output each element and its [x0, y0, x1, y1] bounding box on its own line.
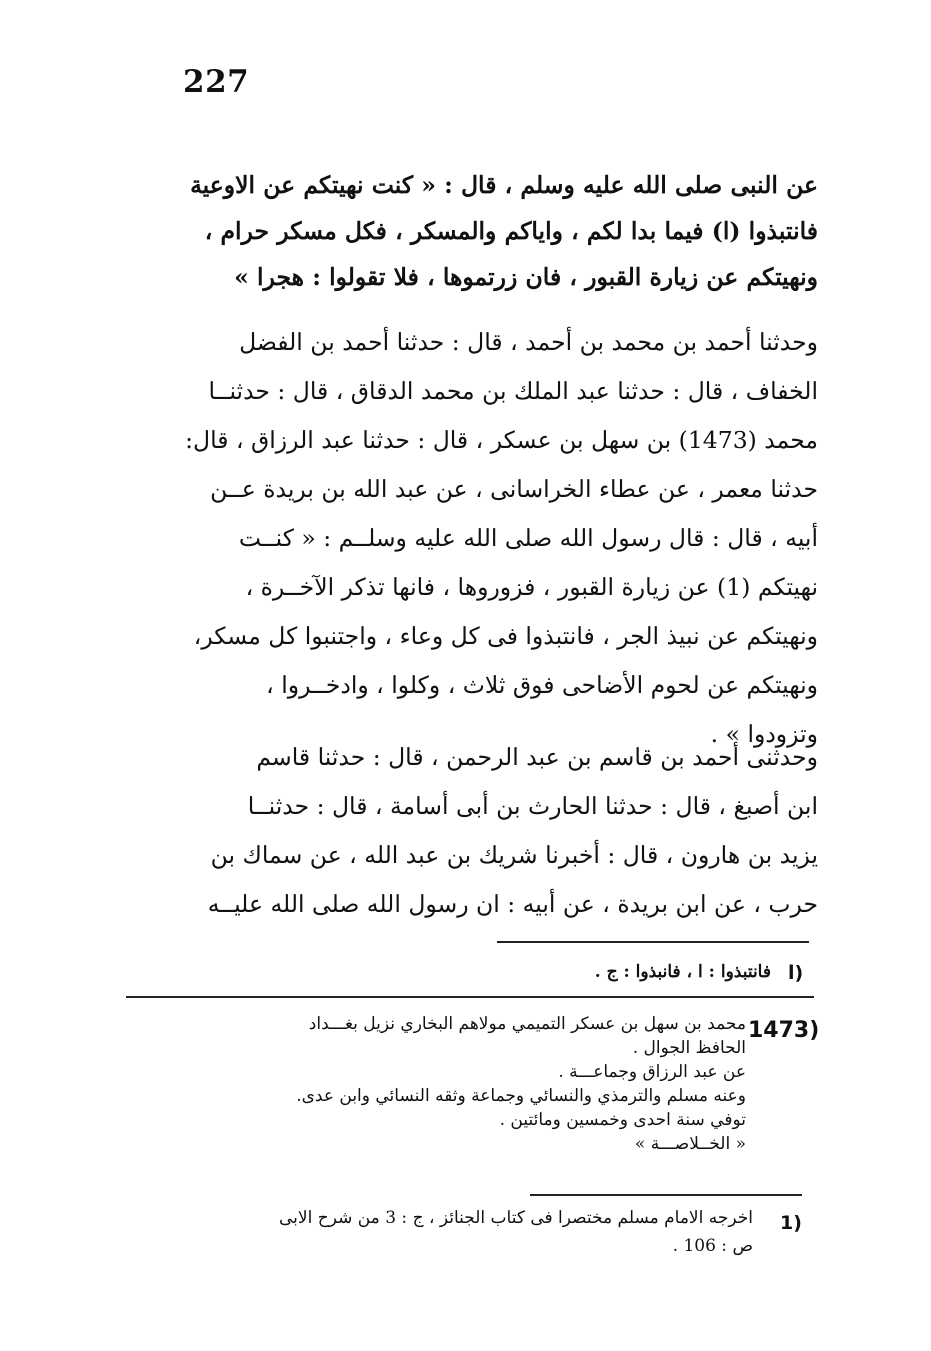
- footnote-biography: [66, 1012, 746, 1156]
- footnote-line: الحافظ الجوال .: [632, 1038, 746, 1058]
- text-line: نهيتكم (1) عن زيارة القبور ، فزوروها ، فانها تذكر الآخــرة ،: [245, 573, 818, 601]
- footnote-separator: [530, 1194, 802, 1196]
- footnote-1: [595, 960, 771, 984]
- text-line: حرب ، عن ابن بريدة ، عن أبيه : ان رسول الله صلى الله عليــه: [207, 890, 818, 918]
- text-line: الخفاف ، قال : حدثنا عبد الملك بن محمد الدقاق ، قال : حدثنــا: [208, 377, 818, 405]
- page-number: 227: [183, 64, 250, 100]
- footnote-marker: ا): [788, 962, 804, 984]
- footnote-line: « الخــلاصـــة »: [634, 1134, 746, 1154]
- text-line: ونهيتكم عن لحوم الأضاحى فوق ثلاث ، وكلوا ، وادخــروا ،: [266, 671, 818, 699]
- footnote-line: توفي سنة احدى وخمسين ومائتين .: [499, 1110, 746, 1130]
- text-line: ونهيتكم عن نبيذ الجر ، فانتبذوا فى كل وعاء ، واجتنبوا كل مسكر،: [193, 622, 818, 650]
- text-line: محمد (1473) بن سهل بن عسكر ، قال : حدثنا عبد الرزاق ، قال:: [185, 426, 818, 454]
- paragraph-1: [150, 162, 818, 300]
- footnote-line: محمد بن سهل بن عسكر التميمي مولاهم البخاري نزيل بغـــداد: [308, 1014, 746, 1034]
- text-line: أبيه ، قال : قال رسول الله صلى الله عليه وسلــم : « كنــت: [238, 524, 818, 552]
- footnote-line: وعنه مسلم والترمذي والنسائي وجماعة وثقه النسائي وابن عدى.: [296, 1086, 746, 1106]
- text-line: حدثنا معمر ، عن عطاء الخراسانى ، عن عبد الله بن بريدة عــن: [210, 475, 818, 503]
- footnote-separator: [497, 941, 809, 943]
- paragraph-2: [150, 318, 818, 759]
- text-line: ونهيتكم عن زيارة القبور ، فان زرتموها ، فلا تقولوا : هجرا »: [234, 263, 818, 291]
- footnote-marker: 1): [780, 1212, 802, 1234]
- paragraph-3: [150, 733, 818, 929]
- footnote-marker: 1473): [748, 1018, 820, 1043]
- footnote-line: عن عبد الرزاق وجماعـــة .: [558, 1062, 746, 1082]
- text-line: فانتبذوا (ا) فيما بدا لكم ، واياكم والمسكر ، فكل مسكر حرام ،: [204, 217, 818, 245]
- text-line: ابن أصبغ ، قال : حدثنا الحارث بن أبى أسامة ، قال : حدثنــا: [247, 792, 818, 820]
- text-line: وحدثنى أحمد بن قاسم بن عبد الرحمن ، قال : حدثنا قاسم: [256, 743, 818, 771]
- text-line: يزيد بن هارون ، قال : أخبرنا شريك بن عبد الله ، عن سماك بن: [210, 841, 818, 869]
- footnote-separator: [126, 996, 814, 998]
- footnote-line: ص : 106 .: [672, 1236, 753, 1256]
- footnote-line: اخرجه الامام مسلم مختصرا فى كتاب الجنائز ، ج : 3 من شرح الابى: [279, 1208, 753, 1228]
- text-line: وحدثنا أحمد بن محمد بن أحمد ، قال : حدثنا أحمد بن الفضل: [239, 328, 818, 356]
- text-line: وتزودوا » .: [710, 720, 818, 748]
- footnote-source: [93, 1204, 753, 1260]
- text-line: عن النبى صلى الله عليه وسلم ، قال : « كنت نهيتكم عن الاوعية: [190, 171, 818, 199]
- footnote-line: فانتبذوا : ا ، فانبذوا : ج .: [594, 962, 771, 982]
